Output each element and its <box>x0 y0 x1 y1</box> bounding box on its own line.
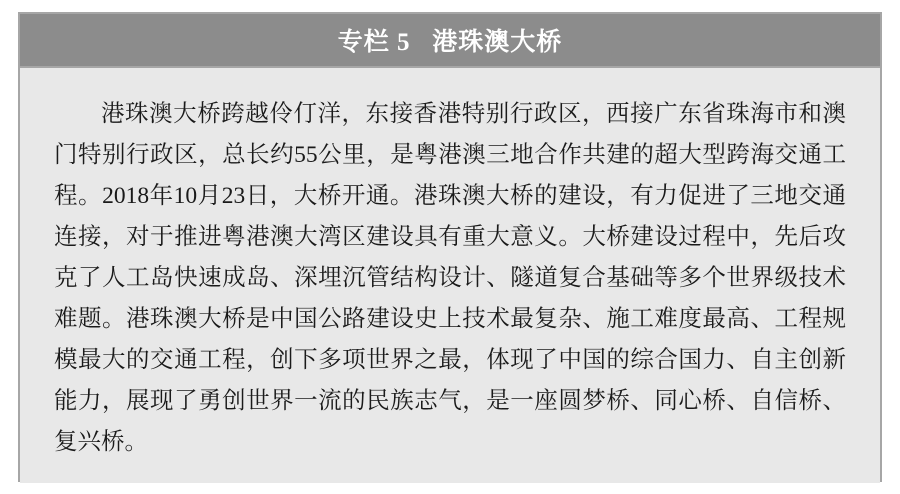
callout-box-header <box>20 14 880 68</box>
callout-box-title: 专栏 5 港珠澳大桥 <box>337 29 563 56</box>
callout-box-paragraph: 港珠澳大桥跨越伶仃洋，东接香港特别行政区，西接广东省珠海市和澳门特别行政区，总长约55公里，是粤港澳三地合作共建的超大型跨海交通工程。2018年10月23日，大桥开通。港珠澳大桥的建设，有力促进了三地交通连接，对于推进粤港澳大湾区建设具有重大意义。大桥建设过程中，先后攻克了人工岛快速成岛、深埋沉管结构设计、隧道复合基础等多个世界级技术难题。港珠澳大桥是中国公路建设史上技术最复杂、施工难度最高、工程规模最大的交通工程，创下多项世界之最，体现了中国的综合国力、自主创新能力，展现了勇创世界一流的民族志气，是一座圆梦桥、同心桥、自信桥、复兴桥。 <box>54 101 846 455</box>
callout-box <box>18 12 882 482</box>
callout-box-body <box>20 68 880 483</box>
